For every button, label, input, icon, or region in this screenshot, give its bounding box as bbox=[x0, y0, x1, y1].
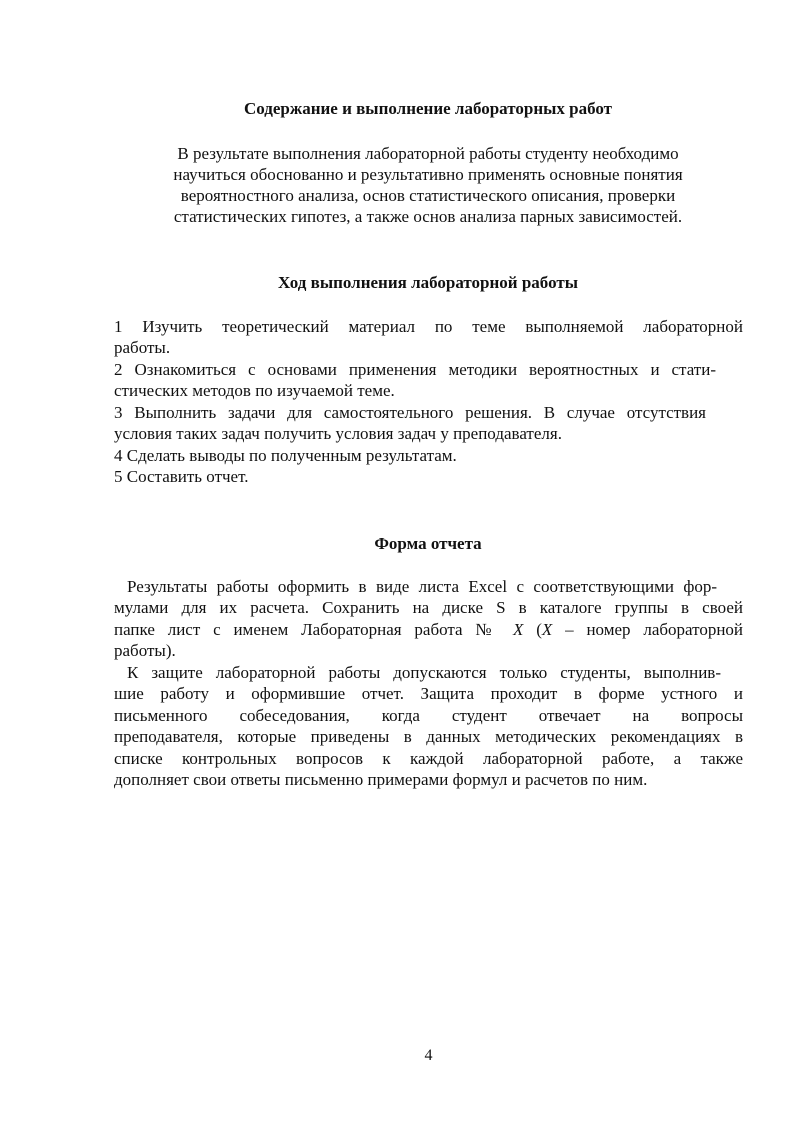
procedure-line: 4 Сделать выводы по полученным результатам. bbox=[114, 446, 457, 465]
report-text: (X bbox=[536, 620, 553, 639]
defense-line: К защите лабораторной работы допускаются только студенты, выполнив- bbox=[127, 663, 721, 682]
report-line: мулами для их расчета. Сохранить на диске S в каталоге группы в своей bbox=[114, 598, 743, 617]
defense-line: шие работу и оформившие отчет. Защита проходит в форме устного и bbox=[114, 684, 743, 703]
procedure-line: 5 Составить отчет. bbox=[114, 467, 249, 486]
procedure-line: 1 Изучить теоретический материал по теме выполняемой лабораторной bbox=[114, 317, 743, 336]
report-line bbox=[114, 619, 743, 640]
report-line: работы). bbox=[114, 641, 176, 660]
procedure-line: 3 Выполнить задачи для самостоятельного решения. В случае отсутствия bbox=[114, 403, 706, 422]
report-line: Результаты работы оформить в виде листа Excel с соответствующими фор- bbox=[127, 577, 717, 596]
procedure-line: работы. bbox=[114, 338, 171, 357]
page-number: 4 bbox=[424, 1047, 433, 1064]
defense-line: преподавателя, которые приведены в данных методических рекомендациях в bbox=[114, 727, 743, 746]
intro-line: В результате выполнения лабораторной работы студенту необходимо bbox=[177, 144, 679, 163]
intro-line: вероятностного анализа, основ статистического описания, проверки bbox=[180, 186, 676, 205]
lab-number-variable: X bbox=[541, 620, 553, 639]
intro-line: научиться обоснованно и результативно применять основные понятия bbox=[173, 165, 683, 184]
procedure-line: условия таких задач получить условия задач у преподавателя. bbox=[114, 424, 562, 443]
section-title-procedure: Ход выполнения лабораторной работы bbox=[278, 273, 578, 292]
report-text: папке лист с именем Лабораторная работа № bbox=[114, 620, 501, 639]
intro-paragraph bbox=[115, 143, 741, 227]
defense-line: дополняет свои ответы письменно примерами формул и расчетов по ним. bbox=[114, 770, 648, 789]
procedure-line: 2 Ознакомиться с основами применения методики вероятностных и стати- bbox=[114, 360, 716, 379]
intro-line: статистических гипотез, а также основ анализа парных зависимостей. bbox=[173, 207, 683, 226]
defense-line: письменного собеседования, когда студент отвечает на вопросы bbox=[114, 706, 743, 725]
lab-number-variable: X bbox=[513, 620, 524, 639]
report-text: – номер лабораторной bbox=[565, 620, 744, 639]
procedure-line: стических методов по изучаемой теме. bbox=[114, 381, 395, 400]
section-title-content: Содержание и выполнение лабораторных работ bbox=[243, 99, 612, 118]
section-title-report-form: Форма отчета bbox=[374, 534, 482, 553]
defense-line: списке контрольных вопросов к каждой лабораторной работе, а также bbox=[114, 749, 743, 768]
